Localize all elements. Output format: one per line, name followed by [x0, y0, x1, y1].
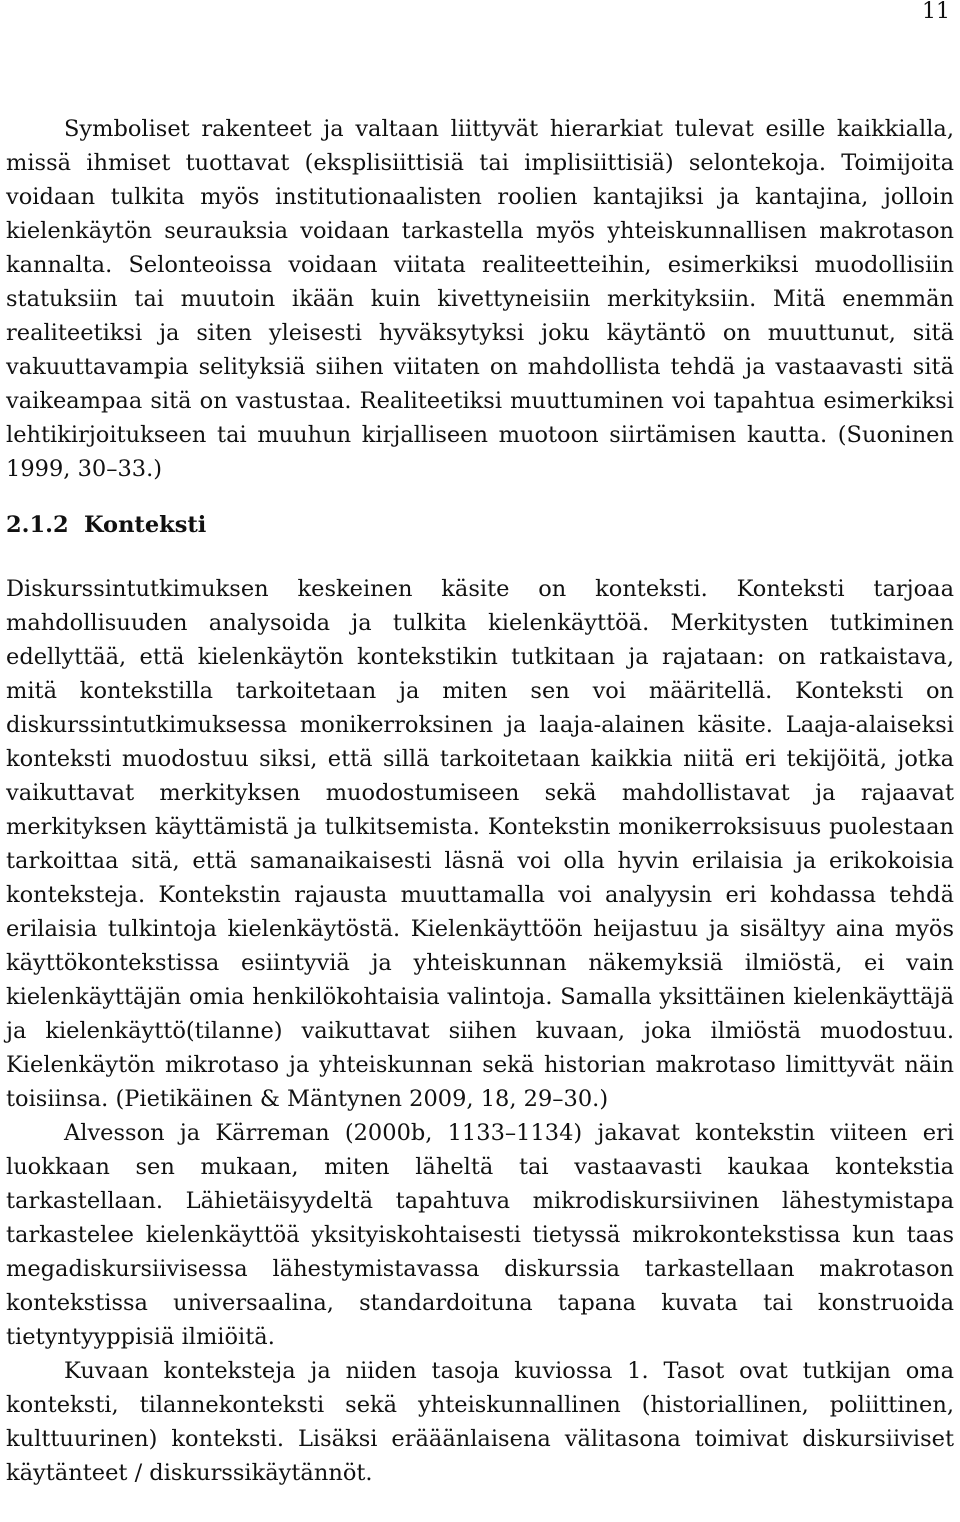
section-title: Konteksti: [84, 512, 207, 538]
paragraph-context-levels: Kuvaan konteksteja ja niiden tasoja kuviossa 1. Tasot ovat tutkijan oma konteksti, tilannekonteksti sekä yhteiskunnallinen (historiallinen, poliittinen, kulttuurinen) konteksti. Lisäksi erääänlaisena välitasona toimivat diskursiiviset käytänteet / diskurssikäytännöt.: [6, 1358, 954, 1486]
document-body: [6, 112, 954, 1490]
paragraph-alvesson-karreman: Alvesson ja Kärreman (2000b, 1133–1134) jakavat kontekstin viiteen eri luokkaan sen mukaan, miten läheltä tai vastaavasti kaukaa kontekstia tarkastellaan. Lähietäisyydeltä tapahtuva mikrodiskursiivinen lähestymistapa tarkastelee kielenkäyttöä yksityiskohtaisesti tietyssä mikrokontekstissa kun taas megadiskursiivisessa lähestymistavassa diskurssia tarkastellaan makrotason kontekstissa universaalina, standardoituna tapana kuvata tai konstruoida tietyntyyppisiä ilmiöitä.: [6, 1120, 954, 1350]
section-heading: [6, 508, 954, 542]
paragraph-symbolic-structures: Symboliset rakenteet ja valtaan liittyvät hierarkiat tulevat esille kaikkialla, missä ihmiset tuottavat (eksplisiittisiä tai implisiittisiä) selontekoja. Toimijoita voidaan tulkita myös institutionaalisten roolien kantajiksi ja kantajina, jolloin kielenkäytön seurauksia voidaan tarkastella myös yhteiskunnallisen makrotason kannalta. Selonteoissa voidaan viitata realiteetteihin, esimerkiksi muodollisiin statuksiin tai muutoin ikään kuin kivettyneisiin merkityksiin. Mitä enemmän realiteetiksi ja siten yleisesti hyväksytyksi joku käytäntö on muuttunut, sitä vakuuttavampia selityksiä siihen viitaten on mahdollista tehdä ja vastaavasti sitä vaikeampaa sitä on vastustaa. Realiteetiksi muuttuminen voi tapahtua esimerkiksi lehtikirjoitukseen tai muuhun kirjalliseen muotoon siirtämisen kautta. (Suoninen 1999, 30–33.): [6, 116, 954, 482]
section-number: 2.1.2: [6, 512, 69, 538]
page-number: 11: [922, 0, 950, 24]
paragraph-context-definition: Diskurssintutkimuksen keskeinen käsite on konteksti. Konteksti tarjoaa mahdollisuuden analysoida ja tulkita kielenkäyttöä. Merkitysten tutkiminen edellyttää, että kielenkäytön kontekstikin tutkitaan ja rajataan: on ratkaistava, mitä kontekstilla tarkoitetaan ja miten sen voi määritellä. Konteksti on diskurssintutkimuksessa monikerroksinen ja laaja-alainen käsite. Laaja-alaiseksi konteksti muodostuu siksi, että sillä tarkoitetaan kaikkia niitä eri tekijöitä, jotka vaikuttavat merkityksen muodostumiseen sekä mahdollistavat ja rajaavat merkityksen käyttämistä ja tulkitsemista. Kontekstin monikerroksisuus puolestaan tarkoittaa sitä, että samanaikaisesti läsnä voi olla hyvin erilaisia ja erikokoisia konteksteja. Kontekstin rajausta muuttamalla voi analyysin eri kohdassa tehdä erilaisia tulkintoja kielenkäytöstä. Kielenkäyttöön heijastuu ja sisältyy aina myös käyttökontekstissa esiintyviä ja yhteiskunnan näkemyksiä ilmiöstä, ei vain kielenkäyttäjän omia henkilökohtaisia valintoja. Samalla yksittäinen kielenkäyttäjä ja kielenkäyttö(tilanne) vaikuttavat siihen kuvaan, joka ilmiöstä muodostuu. Kielenkäytön mikrotaso ja yhteiskunnan sekä historian makrotaso limittyvät näin toisiinsa. (Pietikäinen & Mäntynen 2009, 18, 29–30.): [6, 576, 954, 1112]
